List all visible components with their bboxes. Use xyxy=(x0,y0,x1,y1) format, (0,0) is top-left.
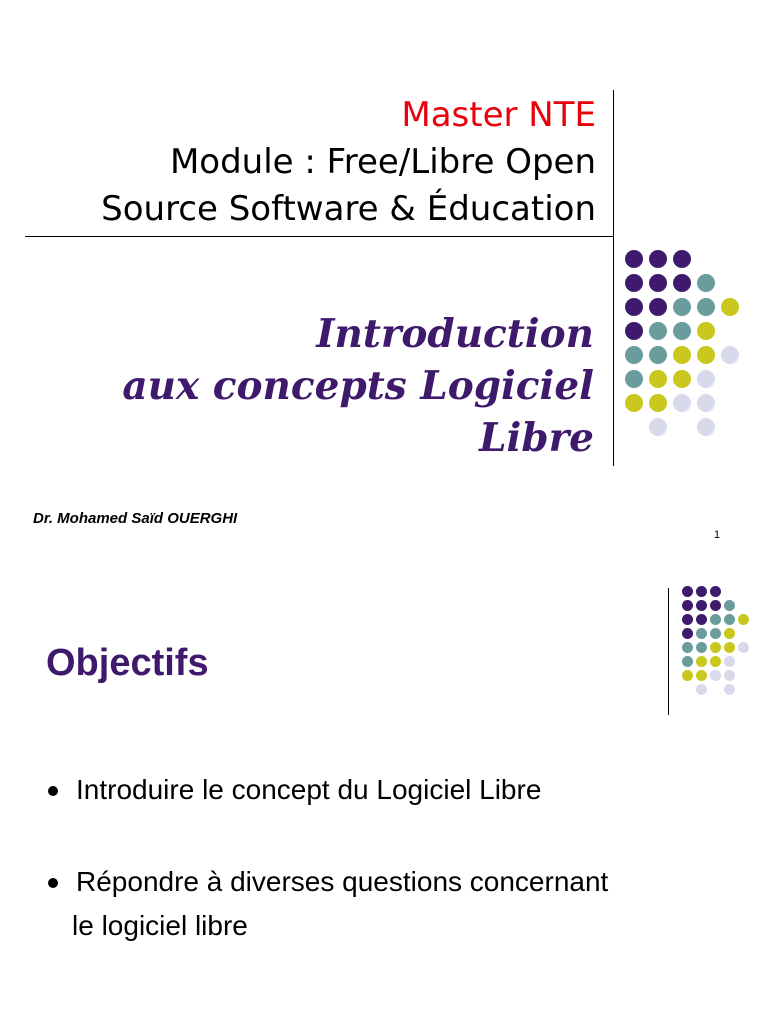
decorative-dot xyxy=(682,656,693,667)
decorative-dot xyxy=(710,586,721,597)
decorative-dot xyxy=(682,628,693,639)
bullet-icon xyxy=(48,786,58,796)
decorative-dot xyxy=(724,670,735,681)
decorative-dot xyxy=(673,346,691,364)
dot-grid-icon xyxy=(625,250,750,440)
list-item-text: Répondre à diverses questions concernant xyxy=(76,866,609,897)
subtitle-line-1: Introduction xyxy=(316,311,594,357)
decorative-dot xyxy=(625,250,643,268)
decorative-dot xyxy=(710,656,721,667)
slide-title: Objectifs xyxy=(46,642,209,684)
list-item xyxy=(48,860,708,948)
decorative-dot xyxy=(721,298,739,316)
decorative-dot xyxy=(697,346,715,364)
decorative-dot xyxy=(696,614,707,625)
decorative-dot xyxy=(625,370,643,388)
decorative-dot xyxy=(649,274,667,292)
decorative-dot xyxy=(682,670,693,681)
decorative-dot xyxy=(649,394,667,412)
decorative-dot xyxy=(673,394,691,412)
decorative-dot xyxy=(724,656,735,667)
decorative-dot xyxy=(710,614,721,625)
decorative-dot xyxy=(625,274,643,292)
subtitle-line-2: aux concepts Logiciel Libre xyxy=(122,363,594,461)
decorative-dot xyxy=(682,586,693,597)
decorative-dot xyxy=(697,298,715,316)
decorative-dot xyxy=(724,684,735,695)
horizontal-divider xyxy=(25,236,613,237)
decorative-dot xyxy=(673,322,691,340)
decorative-dot xyxy=(625,394,643,412)
decorative-dot xyxy=(673,298,691,316)
decorative-dot xyxy=(696,684,707,695)
decorative-dot xyxy=(710,628,721,639)
subtitle-block xyxy=(0,308,594,464)
decorative-dot xyxy=(697,394,715,412)
decorative-dot xyxy=(696,656,707,667)
decorative-dot xyxy=(625,322,643,340)
decorative-dot xyxy=(696,600,707,611)
objectives-slide xyxy=(0,560,768,1024)
author: Dr. Mohamed Saïd OUERGHI xyxy=(33,510,238,527)
decorative-dot xyxy=(649,346,667,364)
list-item-text: Introduire le concept du Logiciel Libre xyxy=(76,774,542,805)
decorative-dot xyxy=(710,600,721,611)
decorative-dot xyxy=(697,370,715,388)
decorative-dot xyxy=(721,346,739,364)
decorative-dot xyxy=(682,614,693,625)
bullet-icon xyxy=(48,878,58,888)
decorative-dot xyxy=(673,250,691,268)
decorative-dot xyxy=(724,642,735,653)
module-title-line-2: Source Software & Éducation xyxy=(101,189,596,229)
decorative-dot xyxy=(673,274,691,292)
decorative-dot xyxy=(649,418,667,436)
decorative-dot xyxy=(649,250,667,268)
decorative-dot xyxy=(649,322,667,340)
decorative-dot xyxy=(710,642,721,653)
page-number: 1 xyxy=(714,529,721,541)
decorative-dot xyxy=(649,298,667,316)
decorative-dot xyxy=(697,322,715,340)
decorative-dot xyxy=(696,586,707,597)
vertical-divider xyxy=(613,90,614,466)
decorative-dot xyxy=(724,628,735,639)
decorative-dot xyxy=(724,600,735,611)
decorative-dot xyxy=(724,614,735,625)
decorative-dot xyxy=(625,346,643,364)
decorative-dot xyxy=(625,298,643,316)
decorative-dot xyxy=(682,642,693,653)
decorative-dot xyxy=(697,418,715,436)
decorative-dot xyxy=(696,670,707,681)
title-block xyxy=(101,92,596,233)
decorative-dot xyxy=(697,274,715,292)
decorative-dot xyxy=(682,600,693,611)
decorative-dot xyxy=(673,370,691,388)
list-item-text-continued: le logiciel libre xyxy=(72,910,248,941)
dot-grid-icon xyxy=(682,586,757,696)
decorative-dot xyxy=(696,642,707,653)
decorative-dot xyxy=(738,642,749,653)
decorative-dot xyxy=(738,614,749,625)
decorative-dot xyxy=(710,670,721,681)
vertical-divider xyxy=(668,588,669,715)
module-title-line-1: Module : Free/Libre Open xyxy=(169,142,596,182)
list-item xyxy=(48,768,688,812)
decorative-dot xyxy=(696,628,707,639)
course-title: Master NTE xyxy=(401,95,596,135)
decorative-dot xyxy=(649,370,667,388)
